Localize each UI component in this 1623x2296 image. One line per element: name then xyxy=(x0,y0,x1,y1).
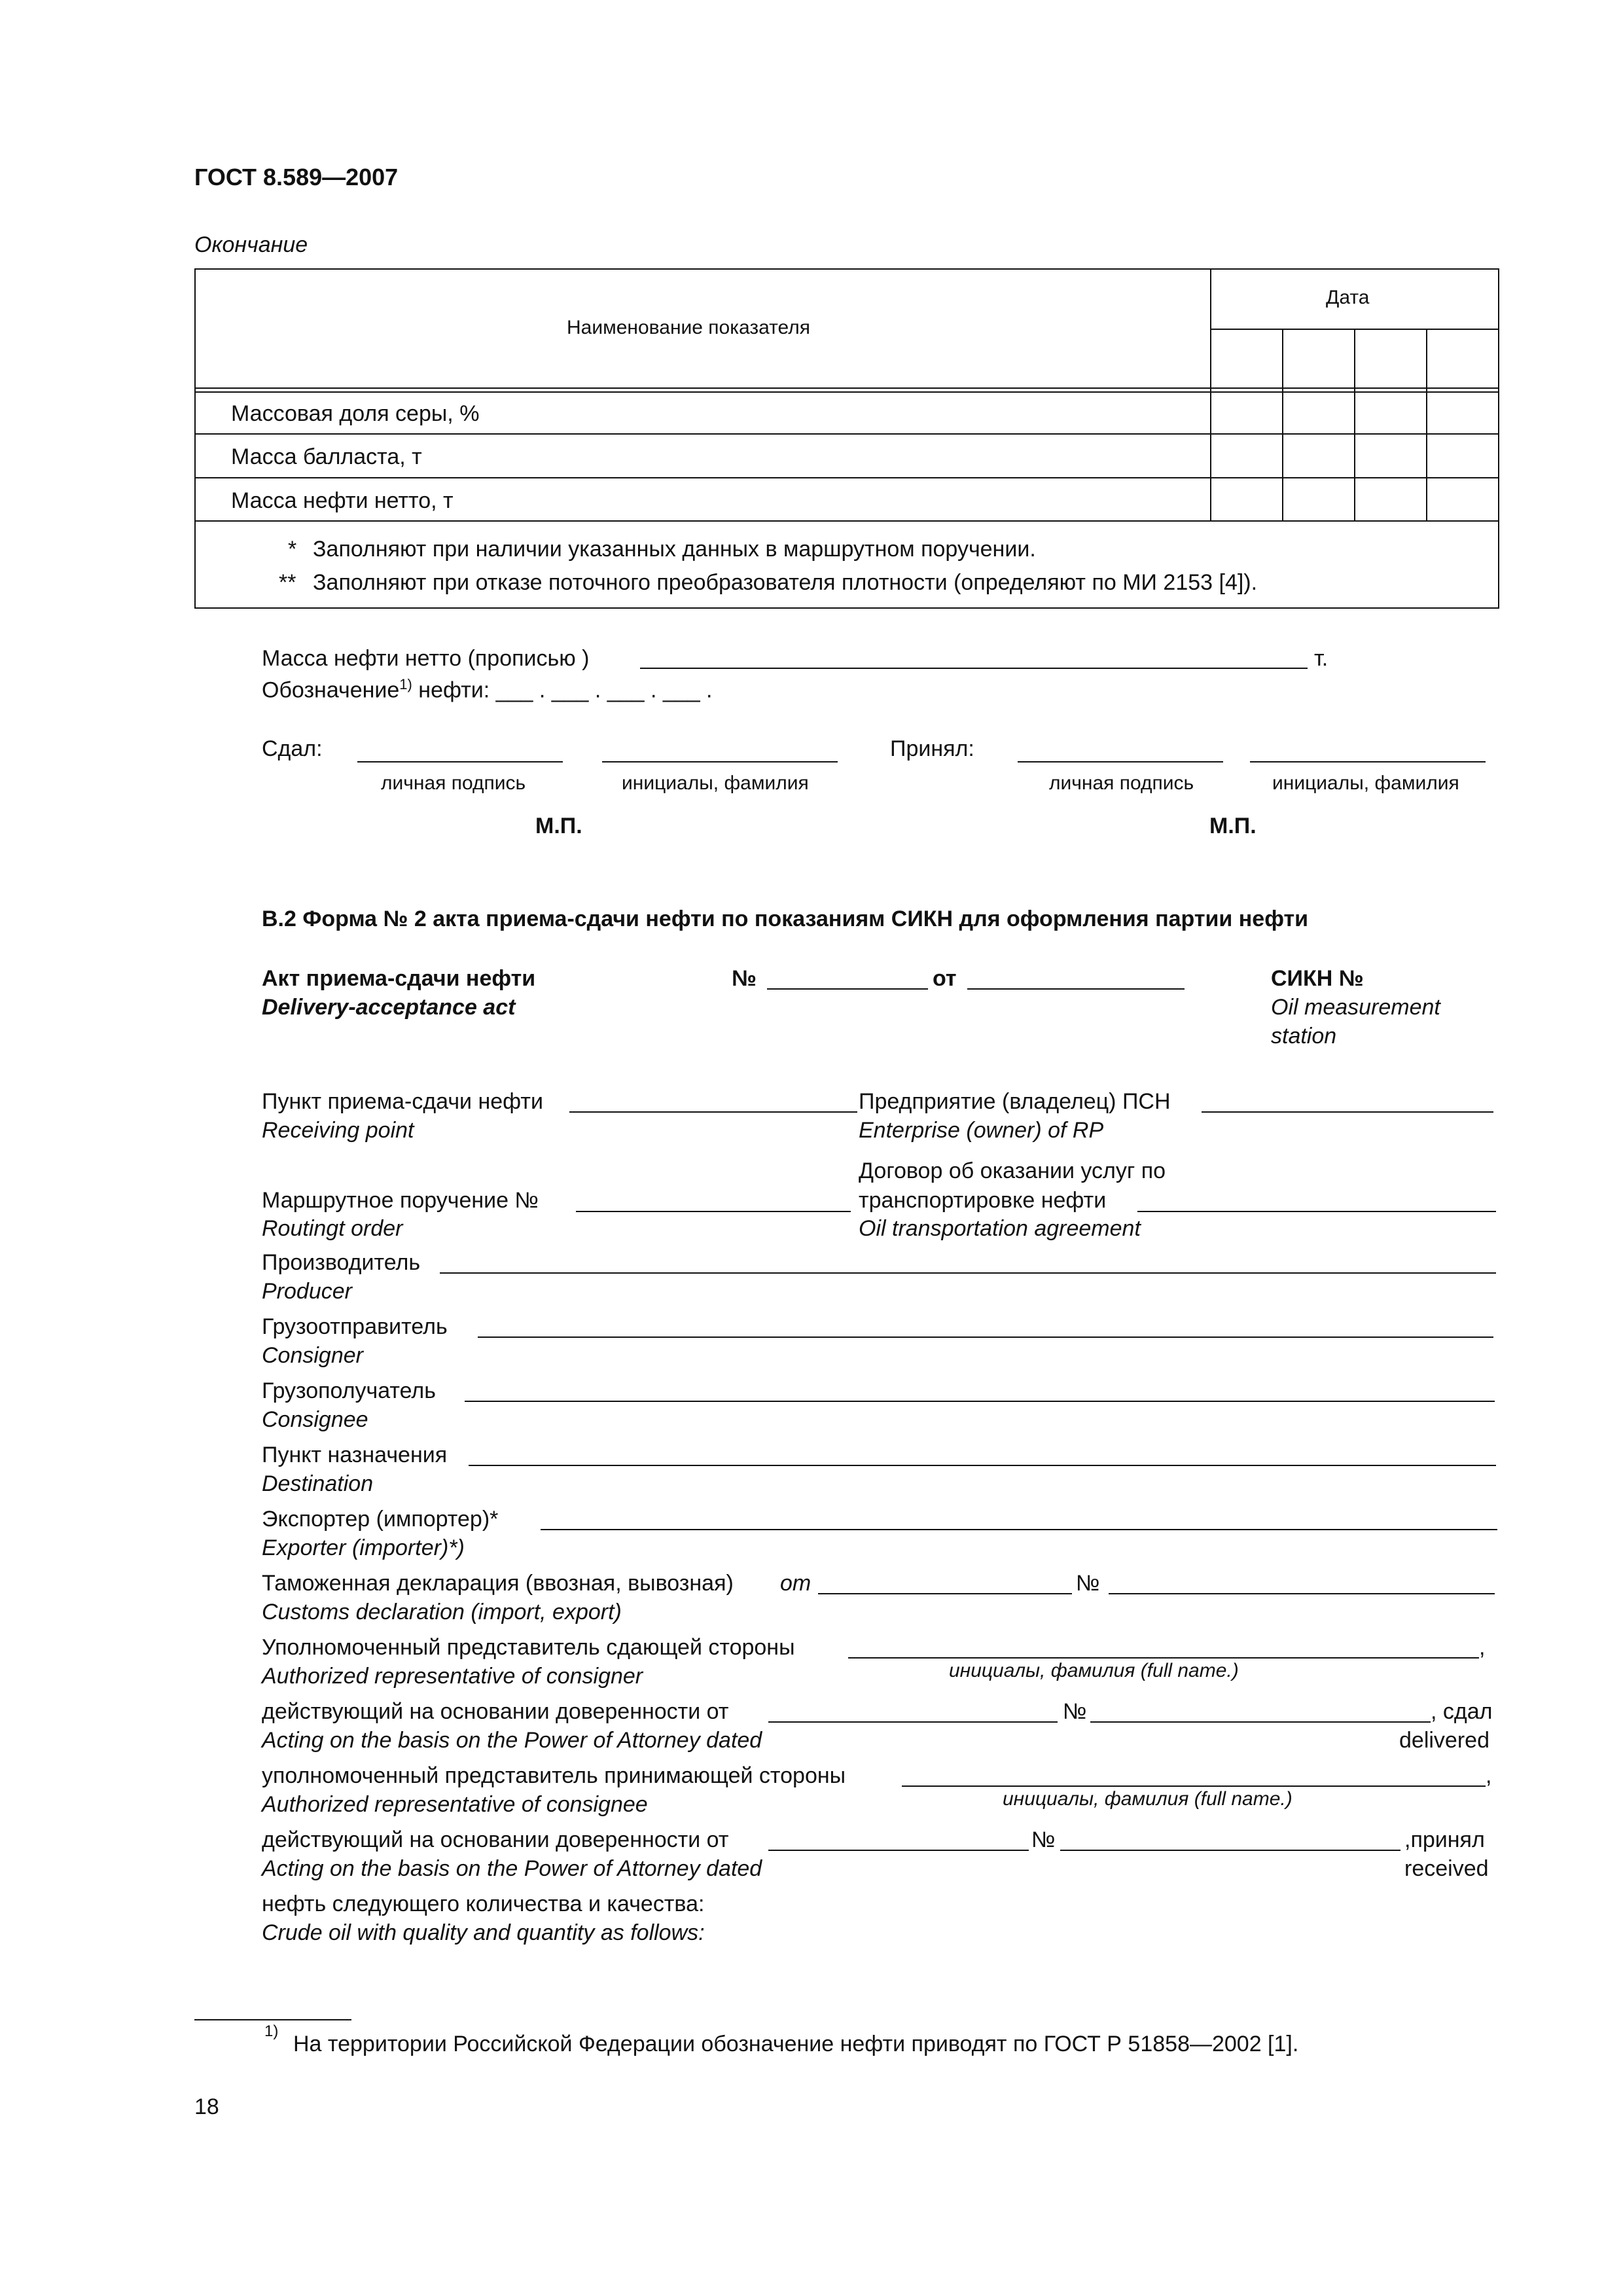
accepted-signature-field[interactable] xyxy=(1018,761,1223,762)
note-text-1: Заполняют при наличии указанных данных в маршрутном поручении. xyxy=(313,537,1036,562)
auth-consignee-field[interactable] xyxy=(902,1785,1486,1787)
auth-consignee-label: уполномоченный представитель принимающей стороны xyxy=(262,1763,846,1788)
auth-consigner-comma: , xyxy=(1479,1635,1486,1660)
accepted-name-caption: инициалы, фамилия xyxy=(1272,772,1459,794)
enterprise-label: Предприятие (владелец) ПСН xyxy=(859,1089,1171,1114)
enterprise-en: Enterprise (owner) of RP xyxy=(859,1118,1104,1143)
auth-consigner-caption: инициалы, фамилия (full name.) xyxy=(949,1660,1239,1681)
qty-label: нефть следующего количества и качества: xyxy=(262,1892,705,1916)
designation-after: нефти: xyxy=(412,677,490,703)
receiving-point-field[interactable] xyxy=(569,1111,857,1113)
handed-signature-field[interactable] xyxy=(357,761,563,762)
exporter-label: Экспортер (импортер)* xyxy=(262,1507,499,1532)
acting-2-number-field[interactable] xyxy=(1060,1850,1400,1851)
sikn-label: СИКН № xyxy=(1271,966,1364,991)
designation-line xyxy=(262,676,713,703)
contract-field[interactable] xyxy=(1137,1211,1496,1212)
auth-consigner-en: Authorized representative of consigner xyxy=(262,1664,643,1689)
qty-en: Crude oil with quality and quantity as follows: xyxy=(262,1920,705,1945)
consigner-label: Грузоотправитель xyxy=(262,1314,448,1339)
act-title-ru: Акт приема-сдачи нефти xyxy=(262,966,536,991)
acting-1-number-field[interactable] xyxy=(1090,1721,1431,1723)
table-continuation-label: Окончание xyxy=(194,232,308,257)
page-number: 18 xyxy=(194,2094,219,2119)
handed-signature-caption: личная подпись xyxy=(381,772,526,794)
acting-2-date-field[interactable] xyxy=(768,1850,1029,1851)
contract-label-1: Договор об оказании услуг по xyxy=(859,1158,1166,1183)
handed-name-field[interactable] xyxy=(602,761,838,762)
section-title: В.2 Форма № 2 акта приема-сдачи нефти по показаниям СИКН для оформления партии нефти xyxy=(262,906,1309,931)
footnote-mark: 1) xyxy=(264,2022,279,2040)
routing-order-field[interactable] xyxy=(576,1211,851,1212)
accepted-name-field[interactable] xyxy=(1250,761,1486,762)
auth-consigner-label: Уполномоченный представитель сдающей стороны xyxy=(262,1635,795,1660)
sikn-en-2: station xyxy=(1271,1024,1337,1049)
handed-en: delivered xyxy=(1399,1728,1489,1753)
mass-unit: т. xyxy=(1314,646,1329,671)
exporter-field[interactable] xyxy=(541,1529,1497,1530)
routing-order-label: Маршрутное поручение № xyxy=(262,1188,539,1213)
footnote-text: На территории Российской Федерации обозначение нефти приводят по ГОСТ Р 51858—2002 [1]. xyxy=(293,2032,1299,2056)
auth-consigner-field[interactable] xyxy=(848,1657,1479,1659)
routing-order-en: Routingt order xyxy=(262,1216,403,1241)
accepted-label: Принял: xyxy=(890,736,974,761)
receiving-point-en: Receiving point xyxy=(262,1118,414,1143)
consigner-field[interactable] xyxy=(478,1336,1493,1338)
destination-en: Destination xyxy=(262,1471,374,1496)
producer-en: Producer xyxy=(262,1279,352,1304)
contract-label-2: транспортировке нефти xyxy=(859,1188,1107,1213)
acting-1-no-label: № xyxy=(1063,1699,1087,1724)
designation-pattern[interactable]: ___ . ___ . ___ . ___ . xyxy=(495,677,713,703)
customs-date-field[interactable] xyxy=(818,1593,1072,1594)
handed-ru: , сдал xyxy=(1431,1699,1493,1724)
act-date-label: от xyxy=(933,966,957,991)
consignee-field[interactable] xyxy=(465,1401,1495,1402)
accepted-en: received xyxy=(1404,1856,1489,1881)
handed-label: Сдал: xyxy=(262,736,323,761)
auth-consignee-en: Authorized representative of consignee xyxy=(262,1792,648,1817)
table-row-net-mass: Масса нефти нетто, т xyxy=(231,488,454,513)
act-title-en: Delivery-acceptance act xyxy=(262,995,516,1020)
table-row-sulfur: Массовая доля серы, % xyxy=(231,401,480,426)
footnote-ref: 1) xyxy=(399,676,412,692)
destination-label: Пункт назначения xyxy=(262,1443,448,1467)
accepted-ru: ,принял xyxy=(1404,1827,1485,1852)
enterprise-field[interactable] xyxy=(1202,1111,1493,1113)
receiving-point-label: Пункт приема-сдачи нефти xyxy=(262,1089,543,1114)
acting-2-en: Acting on the basis on the Power of Attorney dated xyxy=(262,1856,762,1881)
accepted-signature-caption: личная подпись xyxy=(1049,772,1194,794)
acting-2-label: действующий на основании доверенности от xyxy=(262,1827,729,1852)
stamp-left: М.П. xyxy=(535,814,582,838)
column-header-date: Дата xyxy=(1326,287,1370,308)
producer-label: Производитель xyxy=(262,1250,421,1275)
auth-consignee-caption: инициалы, фамилия (full name.) xyxy=(1003,1788,1293,1810)
handed-name-caption: инициалы, фамилия xyxy=(622,772,809,794)
sikn-en-1: Oil measurement xyxy=(1271,995,1440,1020)
mass-words-field[interactable] xyxy=(640,668,1308,669)
column-header-indicator: Наименование показателя xyxy=(567,317,810,338)
customs-number-field[interactable] xyxy=(1109,1593,1495,1594)
exporter-en: Exporter (importer)*) xyxy=(262,1535,465,1560)
customs-en: Customs declaration (import, export) xyxy=(262,1600,622,1624)
customs-from-label: от xyxy=(780,1571,812,1596)
note-mark-2: ** xyxy=(279,570,296,595)
designation-label: Обозначение xyxy=(262,677,400,703)
customs-label: Таможенная декларация (ввозная, вывозная) xyxy=(262,1571,734,1596)
acting-1-date-field[interactable] xyxy=(768,1721,1058,1723)
table-row-ballast: Масса балласта, т xyxy=(231,444,422,469)
producer-field[interactable] xyxy=(440,1272,1496,1274)
consignee-label: Грузополучатель xyxy=(262,1378,436,1403)
stamp-right: М.П. xyxy=(1209,814,1257,838)
note-text-2: Заполняют при отказе поточного преобразователя плотности (определяют по МИ 2153 [4]). xyxy=(313,570,1258,595)
note-mark-1: * xyxy=(288,537,297,562)
destination-field[interactable] xyxy=(469,1465,1496,1466)
act-number-field[interactable] xyxy=(767,988,928,990)
customs-no-label: № xyxy=(1076,1571,1100,1596)
consigner-en: Consigner xyxy=(262,1343,363,1368)
contract-en: Oil transportation agreement xyxy=(859,1216,1141,1241)
standard-number: ГОСТ 8.589—2007 xyxy=(194,164,399,190)
acting-1-en: Acting on the basis on the Power of Attorney dated xyxy=(262,1728,762,1753)
footnote-divider xyxy=(194,2019,351,2020)
act-number-label: № xyxy=(732,966,757,991)
acting-2-no-label: № xyxy=(1031,1827,1056,1852)
consignee-en: Consignee xyxy=(262,1407,368,1432)
mass-words-label: Масса нефти нетто (прописью ) xyxy=(262,646,590,671)
acting-1-label: действующий на основании доверенности от xyxy=(262,1699,729,1724)
auth-consignee-comma: , xyxy=(1486,1763,1492,1788)
act-date-field[interactable] xyxy=(967,988,1185,990)
